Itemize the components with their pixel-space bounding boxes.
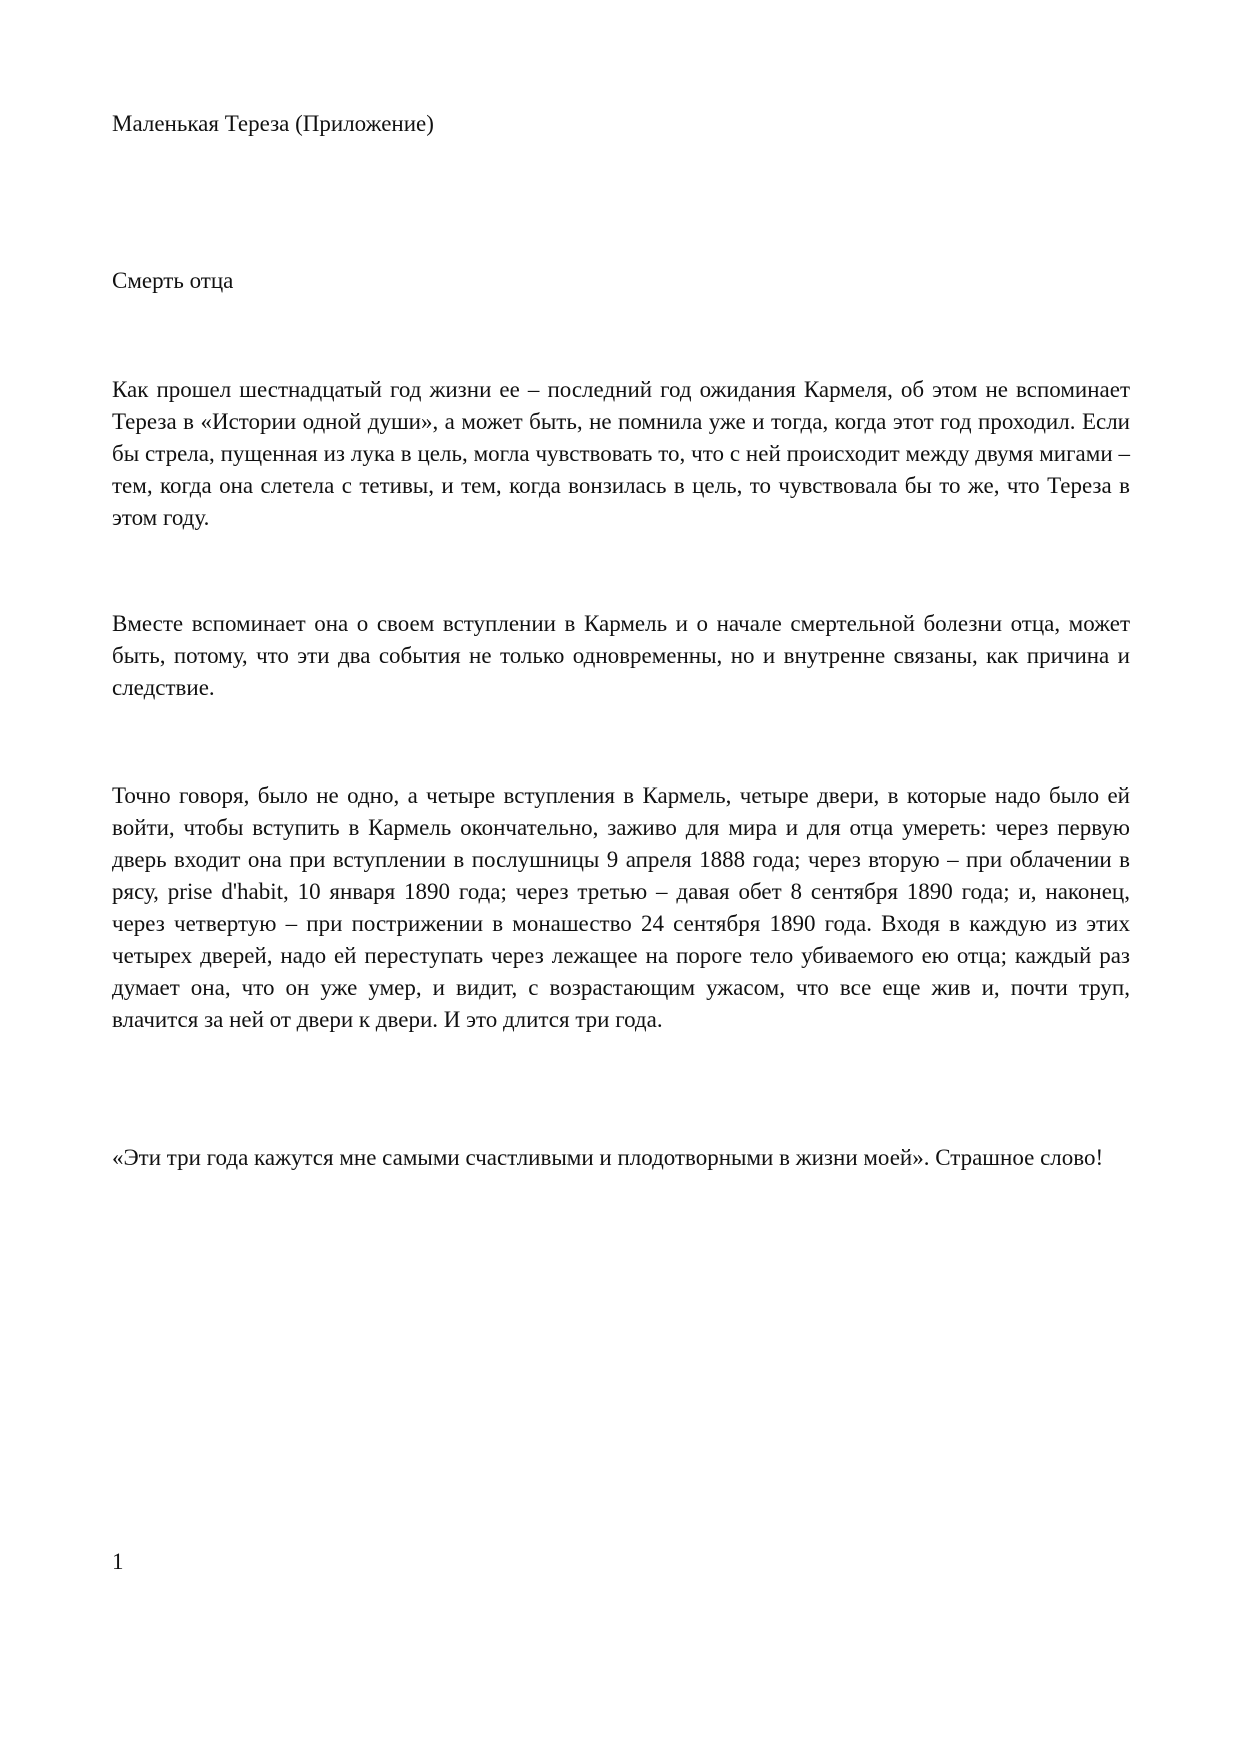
document-title: Маленькая Тереза (Приложение) (112, 111, 434, 136)
section-heading: Смерть отца (112, 268, 234, 293)
paragraph: Вместе вспоминает она о своем вступлении в Кармель и о начале смертельной болезни отца, может быть, потому, что эти два события не только одновременны, но и внутренне связаны, как причина и следствие. (112, 611, 1130, 700)
paragraph: Точно говоря, было не одно, а четыре вступления в Кармель, четыре двери, в которые надо было ей войти, чтобы вступить в Кармель окончательно, заживо для мира и для отца умереть: через первую дверь входит она при вступлении в послушницы 9 апреля 1888 года; через вторую – при облачении в рясу, prise d'habit, 10 января 1890 года; через третью – давая обет 8 сентября 1890 года; и, наконец, через четвертую – при пострижении в монашество 24 сентября 1890 года. Входя в каждую из этих четырех дверей, надо ей переступать через лежащее на пороге тело убиваемого ею отца; каждый раз думает она, что он уже умер, и видит, с возрастающим ужасом, что все еще жив и, почти труп, влачится за ней от двери к двери. И это длится три года. (112, 783, 1130, 1032)
paragraph: «Эти три года кажутся мне самыми счастливыми и плодотворными в жизни моей». Страшное слово! (112, 1145, 1104, 1170)
paragraph: Как прошел шестнадцатый год жизни ее – последний год ожидания Кармеля, об этом не вспоминает Тереза в «Истории одной души», а может быть, не помнила уже и тогда, когда этот год проходил. Если бы стрела, пущенная из лука в цель, могла чувствовать то, что с ней происходит между двумя мигами – тем, когда она слетела с тетивы, и тем, когда вонзилась в цель, то чувствовала бы то же, что Тереза в этом году. (112, 377, 1130, 530)
page-number: 1 (112, 1549, 124, 1574)
